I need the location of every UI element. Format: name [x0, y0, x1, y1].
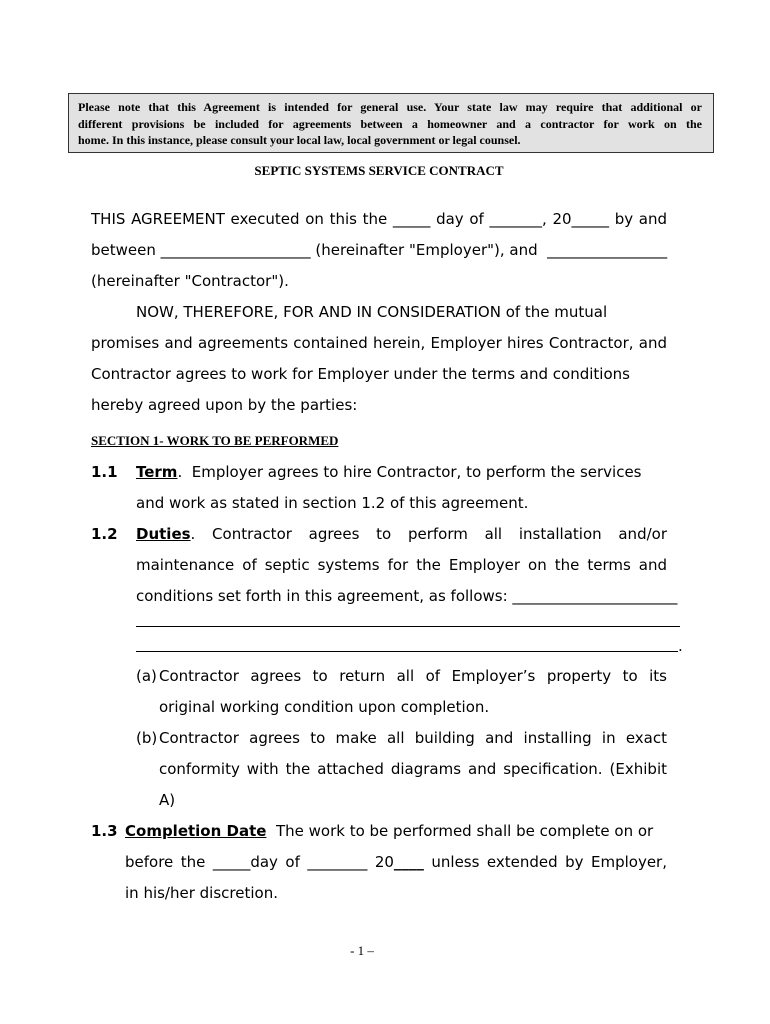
section-heading: SECTION 1- WORK TO BE PERFORMED: [91, 433, 339, 448]
consideration-paragraph: [91, 297, 667, 421]
item-1-1-term: [136, 457, 667, 519]
item-1-3-line-2: [125, 847, 667, 878]
intro-line-1: THIS AGREEMENT executed on this the _____ day of _______, 20_____ by and: [91, 210, 667, 228]
disclaimer-notice: [68, 93, 714, 153]
fill-in-end-period: .: [678, 637, 683, 655]
subitem-b-line-2: conformity with the attached diagrams and specification. (Exhibit: [159, 760, 667, 778]
subitem-b: [159, 723, 667, 816]
item-1-3-first-line: [125, 816, 667, 847]
fill-in-line-2: [136, 651, 678, 652]
item-title-term: Term: [136, 463, 178, 481]
item-1-2-line-3: conditions set forth in this agreement, as follows: ______________________: [136, 587, 678, 605]
consideration-line-2: promises and agreements contained herein, Employer hires Contractor, and: [91, 334, 667, 352]
subitem-b-line-1: Contractor agrees to make all building and installing in exact: [159, 729, 667, 747]
item-number-1-3: 1.3: [91, 822, 118, 840]
year-blank: ____: [393, 853, 424, 871]
item-1-2-duties: [136, 519, 678, 612]
item-1-3-line-2-start: before the _____day of ________ 20: [125, 853, 394, 871]
item-1-3-first-line-text: The work to be performed shall be complete on or: [266, 822, 654, 840]
item-1-1-line-2: and work as stated in section 1.2 of this agreement.: [136, 494, 529, 512]
consideration-line-4: hereby agreed upon by the parties:: [91, 396, 358, 414]
consideration-line-1: NOW, THEREFORE, FOR AND IN CONSIDERATION of the mutual: [136, 303, 608, 321]
disclaimer-line-3: home. In this instance, please consult your local law, local government or legal counsel.: [78, 133, 521, 147]
intro-paragraph: [91, 204, 667, 297]
consideration-line-3: Contractor agrees to work for Employer under the terms and conditions: [91, 365, 630, 383]
subitem-a-line-2: original working condition upon completion.: [159, 698, 490, 716]
intro-line-3: (hereinafter "Contractor").: [91, 272, 289, 290]
intro-line-2: between ____________________ (hereinafter "Employer"), and ________________: [91, 241, 668, 259]
item-1-1-first-line: [136, 457, 667, 488]
item-1-3-line-3: in his/her discretion.: [125, 884, 278, 902]
document-title: SEPTIC SYSTEMS SERVICE CONTRACT: [254, 163, 504, 178]
subitem-a: [159, 661, 667, 723]
item-1-2-line-2: maintenance of septic systems for the Employer on the terms and: [136, 556, 667, 574]
disclaimer-line-2: different provisions be included for agreements between a homeowner and a contractor for work on the: [78, 116, 702, 131]
item-title-completion-date: Completion Date: [125, 822, 267, 840]
item-title-duties: Duties: [136, 525, 191, 543]
item-number-1-1: 1.1: [91, 463, 118, 481]
fill-in-line-1: [136, 626, 680, 627]
item-1-3-line-2-end: unless extended by Employer,: [423, 853, 667, 871]
subitem-a-line-1: Contractor agrees to return all of Employer’s property to its: [159, 667, 667, 685]
item-1-2-first-line-text: . Contractor agrees to perform all installation and/or: [190, 525, 667, 543]
subitem-label-b: (b): [136, 729, 158, 747]
item-1-3-completion-date: [125, 816, 667, 909]
item-1-1-first-line-text: . Employer agrees to hire Contractor, to perform the services: [177, 463, 642, 481]
subitem-label-a: (a): [136, 667, 157, 685]
subitem-b-line-3: A): [159, 791, 176, 809]
item-1-2-first-line: [136, 519, 667, 550]
page-number: - 1 –: [350, 943, 374, 958]
disclaimer-line-1: Please note that this Agreement is intended for general use. Your state law may require that additional or: [78, 100, 702, 114]
item-number-1-2: 1.2: [91, 525, 118, 543]
